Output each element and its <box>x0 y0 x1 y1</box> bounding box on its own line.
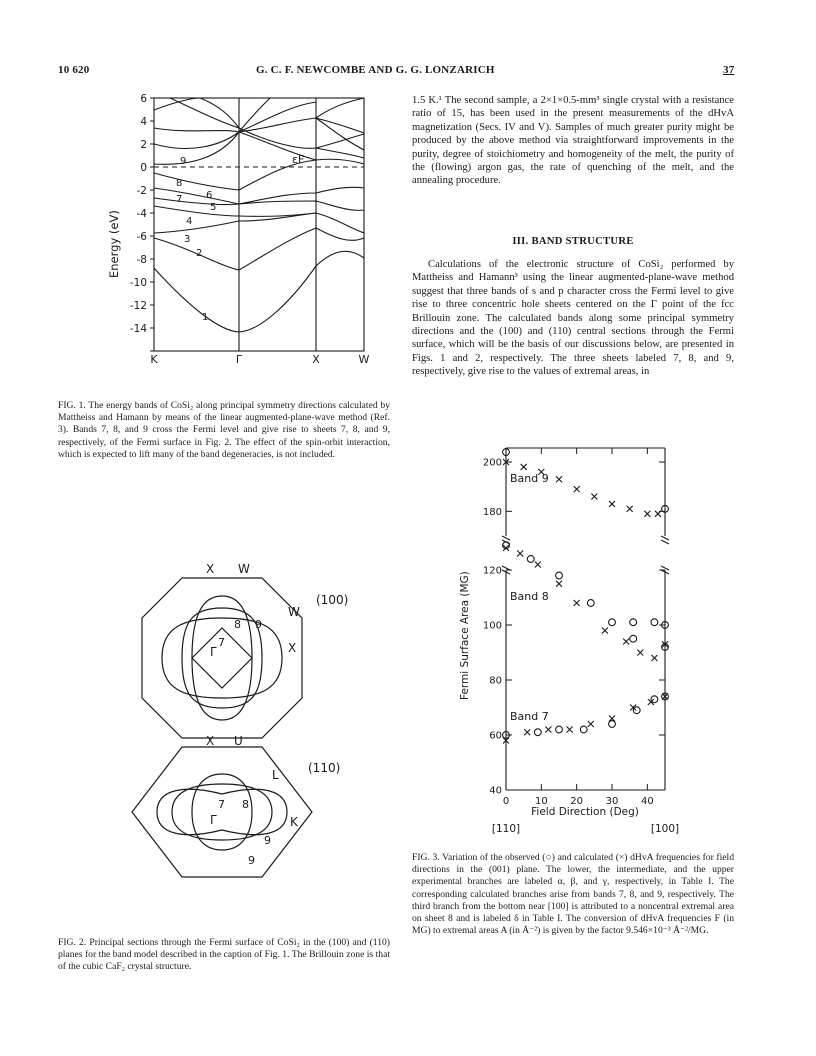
fig3-point-calculated <box>609 501 615 507</box>
fig3-point-calculated <box>517 551 523 557</box>
fig3-ytick-label: 200 <box>482 457 502 469</box>
fig2-point: W <box>288 605 300 619</box>
fig1-ytick: -14 <box>129 323 147 335</box>
fig3-ytick-label: 60 <box>489 730 502 742</box>
page-number-left: 10 620 <box>58 64 90 76</box>
running-header-authors: G. C. F. NEWCOMBE AND G. G. LONZARICH <box>256 64 495 76</box>
fig3-point-calculated <box>545 727 551 733</box>
fig2-section-label: (100) <box>316 593 349 607</box>
fig3-xtick-label: 40 <box>640 796 654 807</box>
fig3-series-label: Band 7 <box>510 710 549 723</box>
fig3-point-calculated <box>655 511 661 517</box>
fig3-point-observed <box>534 729 541 736</box>
fig3-point-calculated <box>556 476 562 482</box>
fig1-ytick: -4 <box>136 208 147 220</box>
fig3-series-label: Band 8 <box>510 590 549 603</box>
fig1-ytick: 4 <box>140 116 147 128</box>
fig3-ylabel: Fermi Surface Area (MG) <box>459 571 471 700</box>
fig1-ytick: -2 <box>136 185 147 197</box>
fig1-ytick: 2 <box>140 139 147 151</box>
fig3-xtick-label: 20 <box>570 796 584 807</box>
fig3-point-observed <box>630 619 637 626</box>
fig1-band-label: 7 <box>176 194 183 205</box>
fig2-point: K <box>290 815 298 829</box>
fig3-point-calculated <box>567 727 573 733</box>
fig2-point: X <box>206 562 215 576</box>
fig3-point-observed <box>587 600 594 607</box>
fig1-band-label: 3 <box>184 234 191 245</box>
fig3-caption: FIG. 3. Variation of the observed (○) and calculated (×) dHvA frequencies for field directions in the (001) plane. The lower, the intermediate, and the upper experimental branches are labeled α, β, and γ, respectively, in Table I. The corresponding calculated branches arise from bands 7, 8, and 9, respectively. The third branch from the bottom near [100] is attributed to a noncentral extremal area on sheet 8 and is labeled δ in Table I. The conversion of dHvA frequencies F (in MG) to extremal areas A (in Å⁻²) is given by the factor 9.546×10⁻³ Å⁻²/MG. <box>412 852 734 937</box>
fig3-point-observed <box>651 696 658 703</box>
fig1-band-label: 1 <box>202 312 209 323</box>
fig2-point: Γ <box>210 645 217 659</box>
fig3-point-observed <box>527 556 534 563</box>
fig3-point-observed <box>609 619 616 626</box>
fig3-point-calculated <box>623 639 629 645</box>
fig3-point-calculated <box>588 721 594 727</box>
fig1-xtick: K <box>150 353 158 366</box>
fig3-point-observed <box>633 707 640 714</box>
fig1-ytick: -8 <box>136 254 147 266</box>
fig3-point-observed <box>580 726 587 733</box>
fig3-point-calculated <box>524 729 530 735</box>
section-heading: III. BAND STRUCTURE <box>512 236 634 247</box>
fig3-point-observed <box>556 572 563 579</box>
fig1-xtick: X <box>312 353 320 366</box>
fig2-sheet: 9 <box>248 854 255 867</box>
fig3-point-observed <box>630 635 637 642</box>
fig3-x-direction: [100] <box>650 823 680 835</box>
fig2-fermi-sections <box>130 560 360 895</box>
fig3-xtick-label: 10 <box>534 796 548 807</box>
fig3-point-calculated <box>535 562 541 568</box>
fig3-ytick-label: 120 <box>482 565 502 577</box>
fig1-band-label: 8 <box>176 178 183 189</box>
fig2-point: Γ <box>210 813 217 827</box>
fig3-point-calculated <box>627 506 633 512</box>
fig2-section-label: (110) <box>308 761 341 775</box>
fig1-ytick: -10 <box>129 277 147 289</box>
fig3-point-observed <box>556 726 563 733</box>
fig3-x-direction: [110] <box>491 823 521 835</box>
fig1-ytick: 0 <box>140 162 147 174</box>
fig3-point-calculated <box>574 486 580 492</box>
fig3-series-label: Band 9 <box>510 472 549 485</box>
fig3-point-observed <box>651 619 658 626</box>
fig1-band-label: 2 <box>196 248 203 259</box>
fig3-point-calculated <box>644 511 650 517</box>
fig2-point: X <box>288 641 297 655</box>
fig2-sheet: 8 <box>242 798 249 811</box>
fig3-point-calculated <box>591 494 597 500</box>
fig3-point-calculated <box>602 628 608 634</box>
page-number-right: 37 <box>723 64 735 76</box>
fig1-fermi-label: εF <box>292 153 305 166</box>
fig2-point: X <box>206 734 215 748</box>
fig1-band-label: 4 <box>186 216 193 227</box>
fig1-band-label: 9 <box>180 156 187 167</box>
body-paragraph: 1.5 K.¹ The second sample, a 2×1×0.5-mm³ single crystal with a resistance ratio of 15, has been used in the present measurements of the dHvA magnetization (Secs. IV and V). Samples of much greater purity might be produced by the above method via straightforward improvements in the purity, degree of stoichiometry and homogeneity of the melt, the purity of the (flowing) argon gas, the rate of quenching of the melt, and the annealing procedure. <box>412 95 734 187</box>
fig3-point-observed <box>609 721 616 728</box>
fig3-chart <box>450 440 710 840</box>
fig1-ytick: 6 <box>140 93 147 105</box>
fig3-point-calculated <box>556 581 562 587</box>
fig3-ytick-label: 40 <box>489 785 502 797</box>
body-paragraph: Calculations of the electronic structure of CoSi₂ performed by Mattheiss and Hamann³ using the linear augmented-plane-wave method suggest that three bands of s and p character cross the Fermi level to give rise to three concentric hole sheets centered on the Γ point of the fcc Brillouin zone. The calculated bands along some principal symmetry directions and the (100) and (110) central sections through the Fermi surface, which will be the basis of our discussions below, are presented in Figs. 1 and 2, respectively. The three sheets labeled 7, 8, and 9, respectively, give rise to the values of extremal areas, in <box>412 259 734 378</box>
fig1-caption: FIG. 1. The energy bands of CoSi₂ along principal symmetry directions calculated by Mattheiss and Hamann by means of the linear augmented-plane-wave method (Ref. 3). Bands 7, 8, and 9 cross the Fermi level and give rise to sheets 7, 8, and 9, respectively, of the Fermi surface in Fig. 2. The effect of the spin-orbit interaction, which is expected to lift many of the band degeneracies, is not included. <box>58 400 390 460</box>
fig1-ytick: -6 <box>136 231 147 243</box>
fig3-point-calculated <box>574 600 580 606</box>
fig1-ytick: -12 <box>129 300 147 312</box>
fig2-sheet: 8 <box>234 618 241 631</box>
fig1-band-label: 5 <box>210 202 217 213</box>
fig3-ytick-label: 180 <box>482 506 502 518</box>
fig3-ytick-label: 100 <box>482 620 502 632</box>
fig1-band-structure <box>107 88 400 368</box>
fig3-xtick-label: 0 <box>502 796 510 807</box>
fig3-point-calculated <box>637 650 643 656</box>
fig3-ytick-label: 80 <box>489 675 502 687</box>
fig2-point: L <box>272 768 279 782</box>
fig2-sheet: 9 <box>255 618 262 631</box>
fig2-caption: FIG. 2. Principal sections through the Fermi surface of CoSi₂ in the (100) and (110) planes for the band model described in the caption of Fig. 1. The Brillouin zone is that of the cubic CaF₂ crystal structure. <box>58 937 390 973</box>
fig2-sheet: 7 <box>218 636 225 649</box>
fig2-point: U <box>234 734 243 748</box>
fig2-point: W <box>238 562 250 576</box>
fig2-sheet: 7 <box>218 798 225 811</box>
fig1-ylabel: Energy (eV) <box>107 210 121 278</box>
fig1-xtick: Γ <box>235 353 243 366</box>
fig3-point-calculated <box>651 655 657 661</box>
fig3-xtick-label: 30 <box>605 796 619 807</box>
fig1-xtick: W <box>358 353 370 366</box>
fig3-point-calculated <box>521 464 527 470</box>
fig3-xlabel: Field Direction (Deg) <box>531 806 639 818</box>
fig2-sheet: 9 <box>264 834 271 847</box>
fig1-band-label: 6 <box>206 190 213 201</box>
